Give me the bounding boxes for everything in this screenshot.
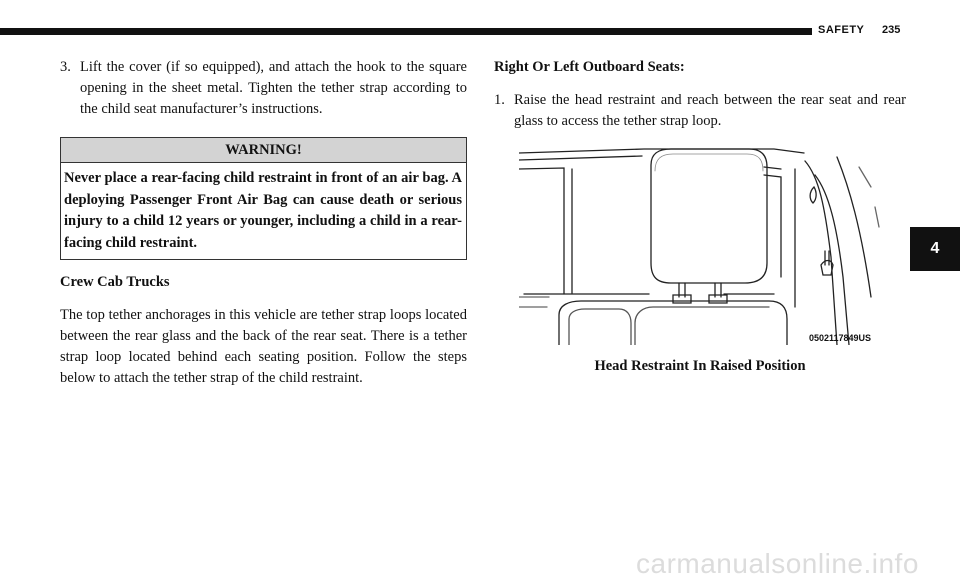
chapter-tab[interactable]: 4 bbox=[910, 227, 960, 271]
outboard-seats-heading: Right Or Left Outboard Seats: bbox=[494, 59, 685, 75]
tether-paragraph: The top tether anchorages in this vehicle are tether strap loops located between the rear glass and the back of the rear seat. There is a tether strap loop located behind each seating position. Follow the steps below to attach the tether strap of the child restraint. bbox=[60, 307, 467, 386]
figure-code: 0502117849US bbox=[809, 333, 872, 343]
watermark: carmanualsonline.info bbox=[636, 548, 919, 579]
step-3 bbox=[60, 57, 467, 120]
step-1 bbox=[494, 90, 906, 132]
step-number: 3. bbox=[60, 59, 71, 75]
figure-caption: Head Restraint In Raised Position bbox=[594, 358, 806, 374]
left-column bbox=[60, 57, 467, 389]
page-number: 235 bbox=[882, 24, 901, 36]
header-bar bbox=[0, 28, 862, 35]
crew-cab-heading: Crew Cab Trucks bbox=[60, 274, 170, 290]
warning-box bbox=[60, 137, 467, 260]
step-number: 1. bbox=[494, 92, 505, 108]
section-title: SAFETY bbox=[812, 24, 870, 36]
step-text: Raise the head restraint and reach between the rear seat and rear glass to access the tether strap loop. bbox=[514, 92, 906, 129]
step-text: Lift the cover (if so equipped), and attach the hook to the square opening in the sheet metal. Tighten the tether strap according to the child seat manufacturer’s instructions. bbox=[80, 59, 467, 117]
head-restraint-illustration bbox=[519, 147, 881, 345]
warning-title: WARNING! bbox=[61, 138, 466, 163]
right-column bbox=[494, 57, 906, 132]
warning-body: Never place a rear-facing child restraint in front of an air bag. A deploying Passenger Front Air Bag can cause death or serious injury to a child 12 years or younger, including a child in a rear-facing child restraint. bbox=[64, 170, 462, 251]
